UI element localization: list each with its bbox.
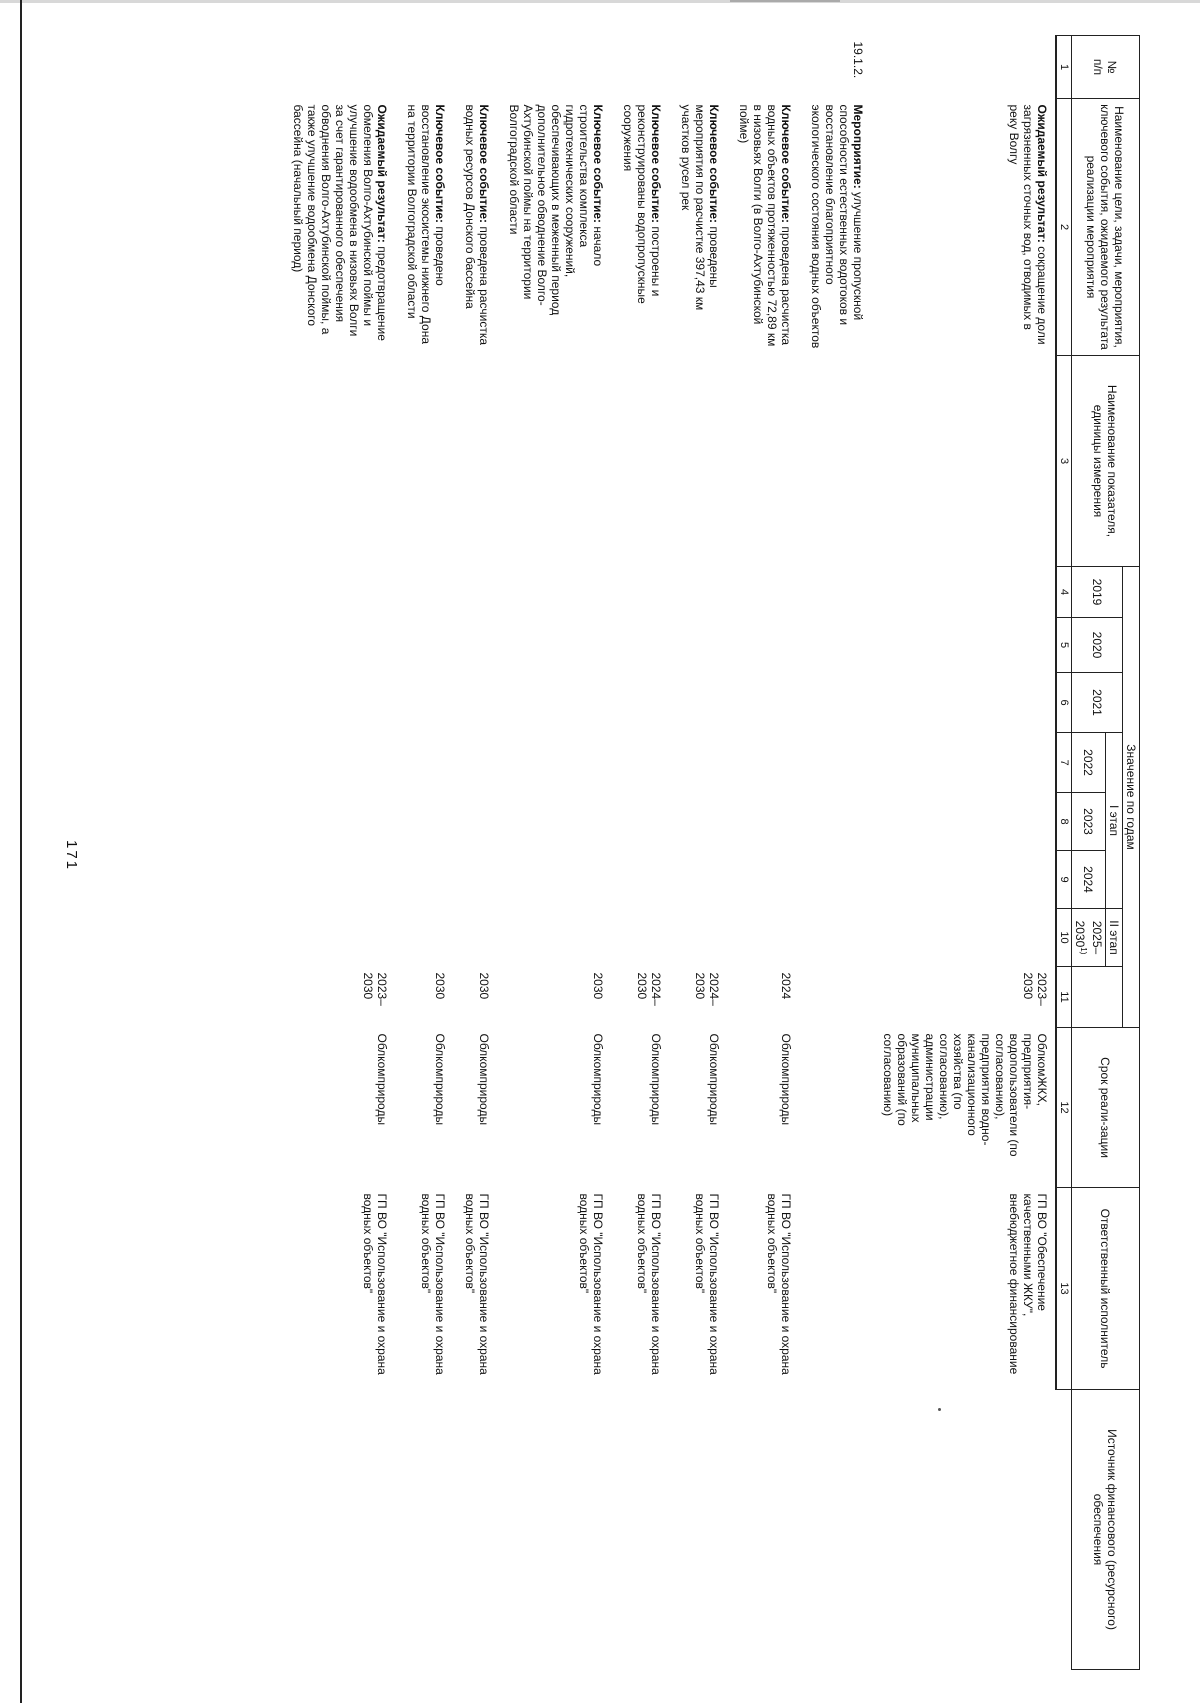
row-value bbox=[799, 909, 871, 967]
row-num bbox=[281, 36, 395, 99]
column-number: 3 bbox=[1056, 356, 1072, 567]
row-num bbox=[497, 36, 611, 99]
header-y2020: 2020 bbox=[1072, 618, 1123, 673]
row-value bbox=[669, 567, 727, 618]
row-value bbox=[497, 618, 611, 673]
row-value bbox=[395, 909, 453, 967]
row-value bbox=[611, 733, 669, 793]
row-value bbox=[395, 733, 453, 793]
table-row bbox=[611, 36, 669, 1670]
row-value bbox=[611, 793, 669, 851]
row-name bbox=[871, 99, 1056, 356]
row-value bbox=[669, 673, 727, 733]
row-text: проведены мероприятия по расчистке 397,43 км участков русел рек bbox=[679, 104, 721, 311]
row-executor: Облкомприроды bbox=[649, 1033, 663, 1126]
row-text: улучшение пропускной способности естественных водотоков и восстановление благоприятного экологического состояния водных объектов bbox=[809, 104, 865, 349]
row-text: сокращение доли загрязненных сточных вод, отводимых в реку Волгу bbox=[1007, 104, 1049, 345]
column-number: 4 bbox=[1056, 567, 1072, 618]
row-value bbox=[799, 673, 871, 733]
header-y2022: 2022 bbox=[1072, 733, 1106, 793]
row-num bbox=[871, 36, 1056, 99]
row-value bbox=[727, 567, 799, 618]
row-num bbox=[727, 36, 799, 99]
row-value bbox=[871, 793, 1056, 851]
column-number: 2 bbox=[1056, 99, 1072, 356]
row-value bbox=[497, 909, 611, 967]
row-value bbox=[611, 567, 669, 618]
row-value bbox=[395, 851, 453, 909]
row-value bbox=[453, 618, 497, 673]
column-number: 8 bbox=[1056, 793, 1072, 851]
row-indicator bbox=[281, 356, 395, 567]
row-value bbox=[395, 618, 453, 673]
row-executor: Облкомприроды bbox=[779, 1033, 793, 1126]
row-text: начало строительства комплекса гидротехнических сооружений, обеспечивающих в меженный период дополнительное обводнение Волго-Ахтубинской поймы на территории Волгоградской области bbox=[507, 104, 605, 316]
row-term: 2024–2030 bbox=[635, 972, 663, 1006]
row-value bbox=[871, 851, 1056, 909]
row-label: Мероприятие: bbox=[851, 104, 865, 189]
row-value bbox=[395, 673, 453, 733]
row-value bbox=[453, 673, 497, 733]
row-value bbox=[727, 851, 799, 909]
row-name bbox=[611, 99, 669, 356]
column-number: 13 bbox=[1056, 1188, 1072, 1390]
row-value bbox=[497, 567, 611, 618]
row-source: ГП ВО "Использование и охрана водных объектов" bbox=[765, 1193, 793, 1375]
row-value bbox=[871, 733, 1056, 793]
row-value bbox=[871, 673, 1056, 733]
row-term: 2030 bbox=[591, 972, 605, 1000]
row-value bbox=[453, 733, 497, 793]
row-value bbox=[727, 909, 799, 967]
header-name: Наименование цели, задачи, мероприятия, ключевого события, ожидаемого результата реализации мероприятия bbox=[1072, 99, 1140, 356]
row-term bbox=[799, 967, 871, 1028]
header-y2019: 2019 bbox=[1072, 567, 1123, 618]
row-value bbox=[727, 618, 799, 673]
row-value bbox=[799, 618, 871, 673]
row-term: 2023–2030 bbox=[361, 972, 389, 1006]
row-label: Ключевое событие: bbox=[591, 104, 605, 224]
column-number: 9 bbox=[1056, 851, 1072, 909]
header-source: Источник финансового (ресурсного) обеспечения bbox=[1072, 1390, 1140, 1670]
row-num bbox=[395, 36, 453, 99]
row-indicator bbox=[727, 356, 799, 567]
column-number: 10 bbox=[1056, 909, 1072, 967]
header-num: № п/п bbox=[1072, 36, 1140, 99]
row-term: 2023–2030 bbox=[1021, 972, 1049, 1006]
row-executor: Облкомприроды bbox=[707, 1033, 721, 1126]
row-name bbox=[453, 99, 497, 356]
row-value bbox=[281, 567, 395, 618]
row-executor: Облкомприроды bbox=[375, 1033, 389, 1126]
row-value bbox=[669, 793, 727, 851]
header-stage1: I этап bbox=[1106, 733, 1123, 909]
plan-table bbox=[281, 35, 1140, 1670]
row-value bbox=[453, 567, 497, 618]
column-number-row bbox=[1056, 36, 1072, 1670]
table-row bbox=[497, 36, 611, 1670]
row-label: Ключевое событие: bbox=[433, 104, 447, 224]
table-row bbox=[871, 36, 1056, 1670]
page-number: 171 bbox=[63, 840, 80, 872]
row-term: 2030 bbox=[477, 972, 491, 1000]
header-stage2: II этап bbox=[1106, 909, 1123, 967]
row-indicator bbox=[611, 356, 669, 567]
row-value bbox=[871, 618, 1056, 673]
header-y2024: 2024 bbox=[1072, 851, 1106, 909]
row-label: Ключевое событие: bbox=[779, 104, 793, 224]
row-num bbox=[669, 36, 727, 99]
row-label: Ключевое событие: bbox=[477, 104, 491, 224]
row-indicator bbox=[799, 356, 871, 567]
row-value bbox=[611, 851, 669, 909]
row-num: 19.1.2. bbox=[851, 41, 865, 79]
table-row bbox=[727, 36, 799, 1670]
row-value bbox=[799, 851, 871, 909]
row-value bbox=[799, 733, 871, 793]
row-source: ГП ВО "Использование и охрана водных объектов" bbox=[463, 1193, 491, 1375]
plan-sheet bbox=[281, 35, 1140, 1670]
column-number: 12 bbox=[1056, 1028, 1072, 1188]
row-executor: Облкомприроды bbox=[591, 1033, 605, 1126]
column-number: 5 bbox=[1056, 618, 1072, 673]
header-y2025 bbox=[1072, 909, 1106, 967]
column-number: 6 bbox=[1056, 673, 1072, 733]
table-row bbox=[453, 36, 497, 1670]
row-label: Ожидаемый результат: bbox=[375, 104, 389, 243]
row-label: Ключевое событие: bbox=[707, 104, 721, 224]
row-source: ГП ВО "Использование и охрана водных объектов" bbox=[693, 1193, 721, 1375]
row-value bbox=[727, 733, 799, 793]
row-name bbox=[395, 99, 453, 356]
row-text: построены и реконструированы водопропускные сооружения bbox=[621, 104, 663, 304]
header-values-group: Значение по годам bbox=[1123, 567, 1140, 1028]
row-executor: Облкомприроды bbox=[433, 1033, 447, 1126]
row-term: 2024 bbox=[779, 972, 793, 1000]
row-label: Ключевое событие: bbox=[649, 104, 663, 224]
column-number: 7 bbox=[1056, 733, 1072, 793]
column-number: 1 bbox=[1056, 36, 1072, 99]
header-y2023: 2023 bbox=[1072, 793, 1106, 851]
row-value bbox=[871, 909, 1056, 967]
row-value bbox=[453, 909, 497, 967]
row-term: 2024–2030 bbox=[693, 972, 721, 1006]
row-value bbox=[669, 851, 727, 909]
row-value bbox=[281, 618, 395, 673]
row-value bbox=[799, 567, 871, 618]
row-value bbox=[611, 909, 669, 967]
row-text: предотвращение обмеления Волго-Ахтубинской поймы и улучшение водообмена в низовьях Волги за счет гарантированного обеспечения обводнения Волго-Ахтубинской поймы, а также улучшение водообмена Донского бассейна (начальный период) bbox=[291, 104, 389, 341]
row-value bbox=[611, 618, 669, 673]
row-value bbox=[281, 851, 395, 909]
row-value bbox=[669, 733, 727, 793]
row-value bbox=[727, 793, 799, 851]
row-source: ГП ВО "Использование и охрана водных объектов" bbox=[419, 1193, 447, 1375]
row-value bbox=[281, 733, 395, 793]
table-row bbox=[799, 36, 871, 1670]
row-name bbox=[799, 99, 871, 356]
row-indicator bbox=[497, 356, 611, 567]
header-y2025-footnote: 1) bbox=[1079, 947, 1088, 955]
row-value bbox=[497, 793, 611, 851]
row-value bbox=[611, 673, 669, 733]
row-name bbox=[281, 99, 395, 356]
header-y2025-label: 2025–2030 bbox=[1073, 920, 1104, 955]
table-row bbox=[281, 36, 395, 1670]
row-source: ГП ВО "Использование и охрана водных объектов" bbox=[577, 1193, 605, 1375]
header-executor: Ответственный исполнитель bbox=[1072, 1188, 1140, 1390]
row-source: ГП ВО "Обеспечение качественными ЖКУ", внебюджетное финансирование bbox=[1007, 1193, 1049, 1375]
row-value bbox=[669, 618, 727, 673]
row-text: проведена расчистка водных объектов протяженностью 72,89 км в низовьях Волги (в Волго-Ахтубинской пойме) bbox=[737, 104, 793, 347]
row-value bbox=[497, 851, 611, 909]
header-indicator: Наименование показателя, единицы измерения bbox=[1072, 356, 1140, 567]
row-value bbox=[395, 793, 453, 851]
header-row-1 bbox=[1123, 36, 1140, 1670]
table-row bbox=[395, 36, 453, 1670]
row-executor bbox=[799, 1028, 871, 1188]
column-number: 11 bbox=[1056, 967, 1072, 1028]
row-term: 2030 bbox=[433, 972, 447, 1000]
row-indicator bbox=[871, 356, 1056, 567]
row-num bbox=[611, 36, 669, 99]
row-name bbox=[669, 99, 727, 356]
row-value bbox=[395, 567, 453, 618]
row-source: ГП ВО "Использование и охрана водных объектов" bbox=[361, 1193, 389, 1375]
row-label: Ожидаемый результат: bbox=[1035, 104, 1049, 243]
row-name bbox=[497, 99, 611, 356]
row-source: ГП ВО "Использование и охрана водных объектов" bbox=[635, 1193, 663, 1375]
row-name bbox=[727, 99, 799, 356]
row-executor: Облкомприроды bbox=[477, 1033, 491, 1126]
row-indicator bbox=[395, 356, 453, 567]
row-num bbox=[453, 36, 497, 99]
row-value bbox=[497, 673, 611, 733]
row-value bbox=[727, 673, 799, 733]
table-row bbox=[669, 36, 727, 1670]
header-term: Срок реали-зации bbox=[1072, 1028, 1140, 1188]
row-value bbox=[497, 733, 611, 793]
row-source bbox=[799, 1188, 871, 1390]
row-value bbox=[453, 793, 497, 851]
row-value bbox=[281, 793, 395, 851]
row-text: проведено восстановление экосистемы нижнего Дона на территории Волгоградской области bbox=[405, 104, 447, 345]
header-y2021: 2021 bbox=[1072, 673, 1123, 733]
row-value bbox=[453, 851, 497, 909]
row-value bbox=[669, 909, 727, 967]
row-executor: ОблкомЖКХ, предприятия-водопользователи (по согласованию), предприятия водно-канализационного хозяйства (по согласованию), администрации муниципальных образований (по согласованию) bbox=[881, 1033, 1049, 1157]
row-value bbox=[281, 673, 395, 733]
row-value bbox=[799, 793, 871, 851]
row-value bbox=[871, 567, 1056, 618]
row-indicator bbox=[669, 356, 727, 567]
row-value bbox=[281, 909, 395, 967]
row-text: проведена расчистка водных ресурсов Донского бассейна bbox=[463, 104, 491, 346]
row-indicator bbox=[453, 356, 497, 567]
